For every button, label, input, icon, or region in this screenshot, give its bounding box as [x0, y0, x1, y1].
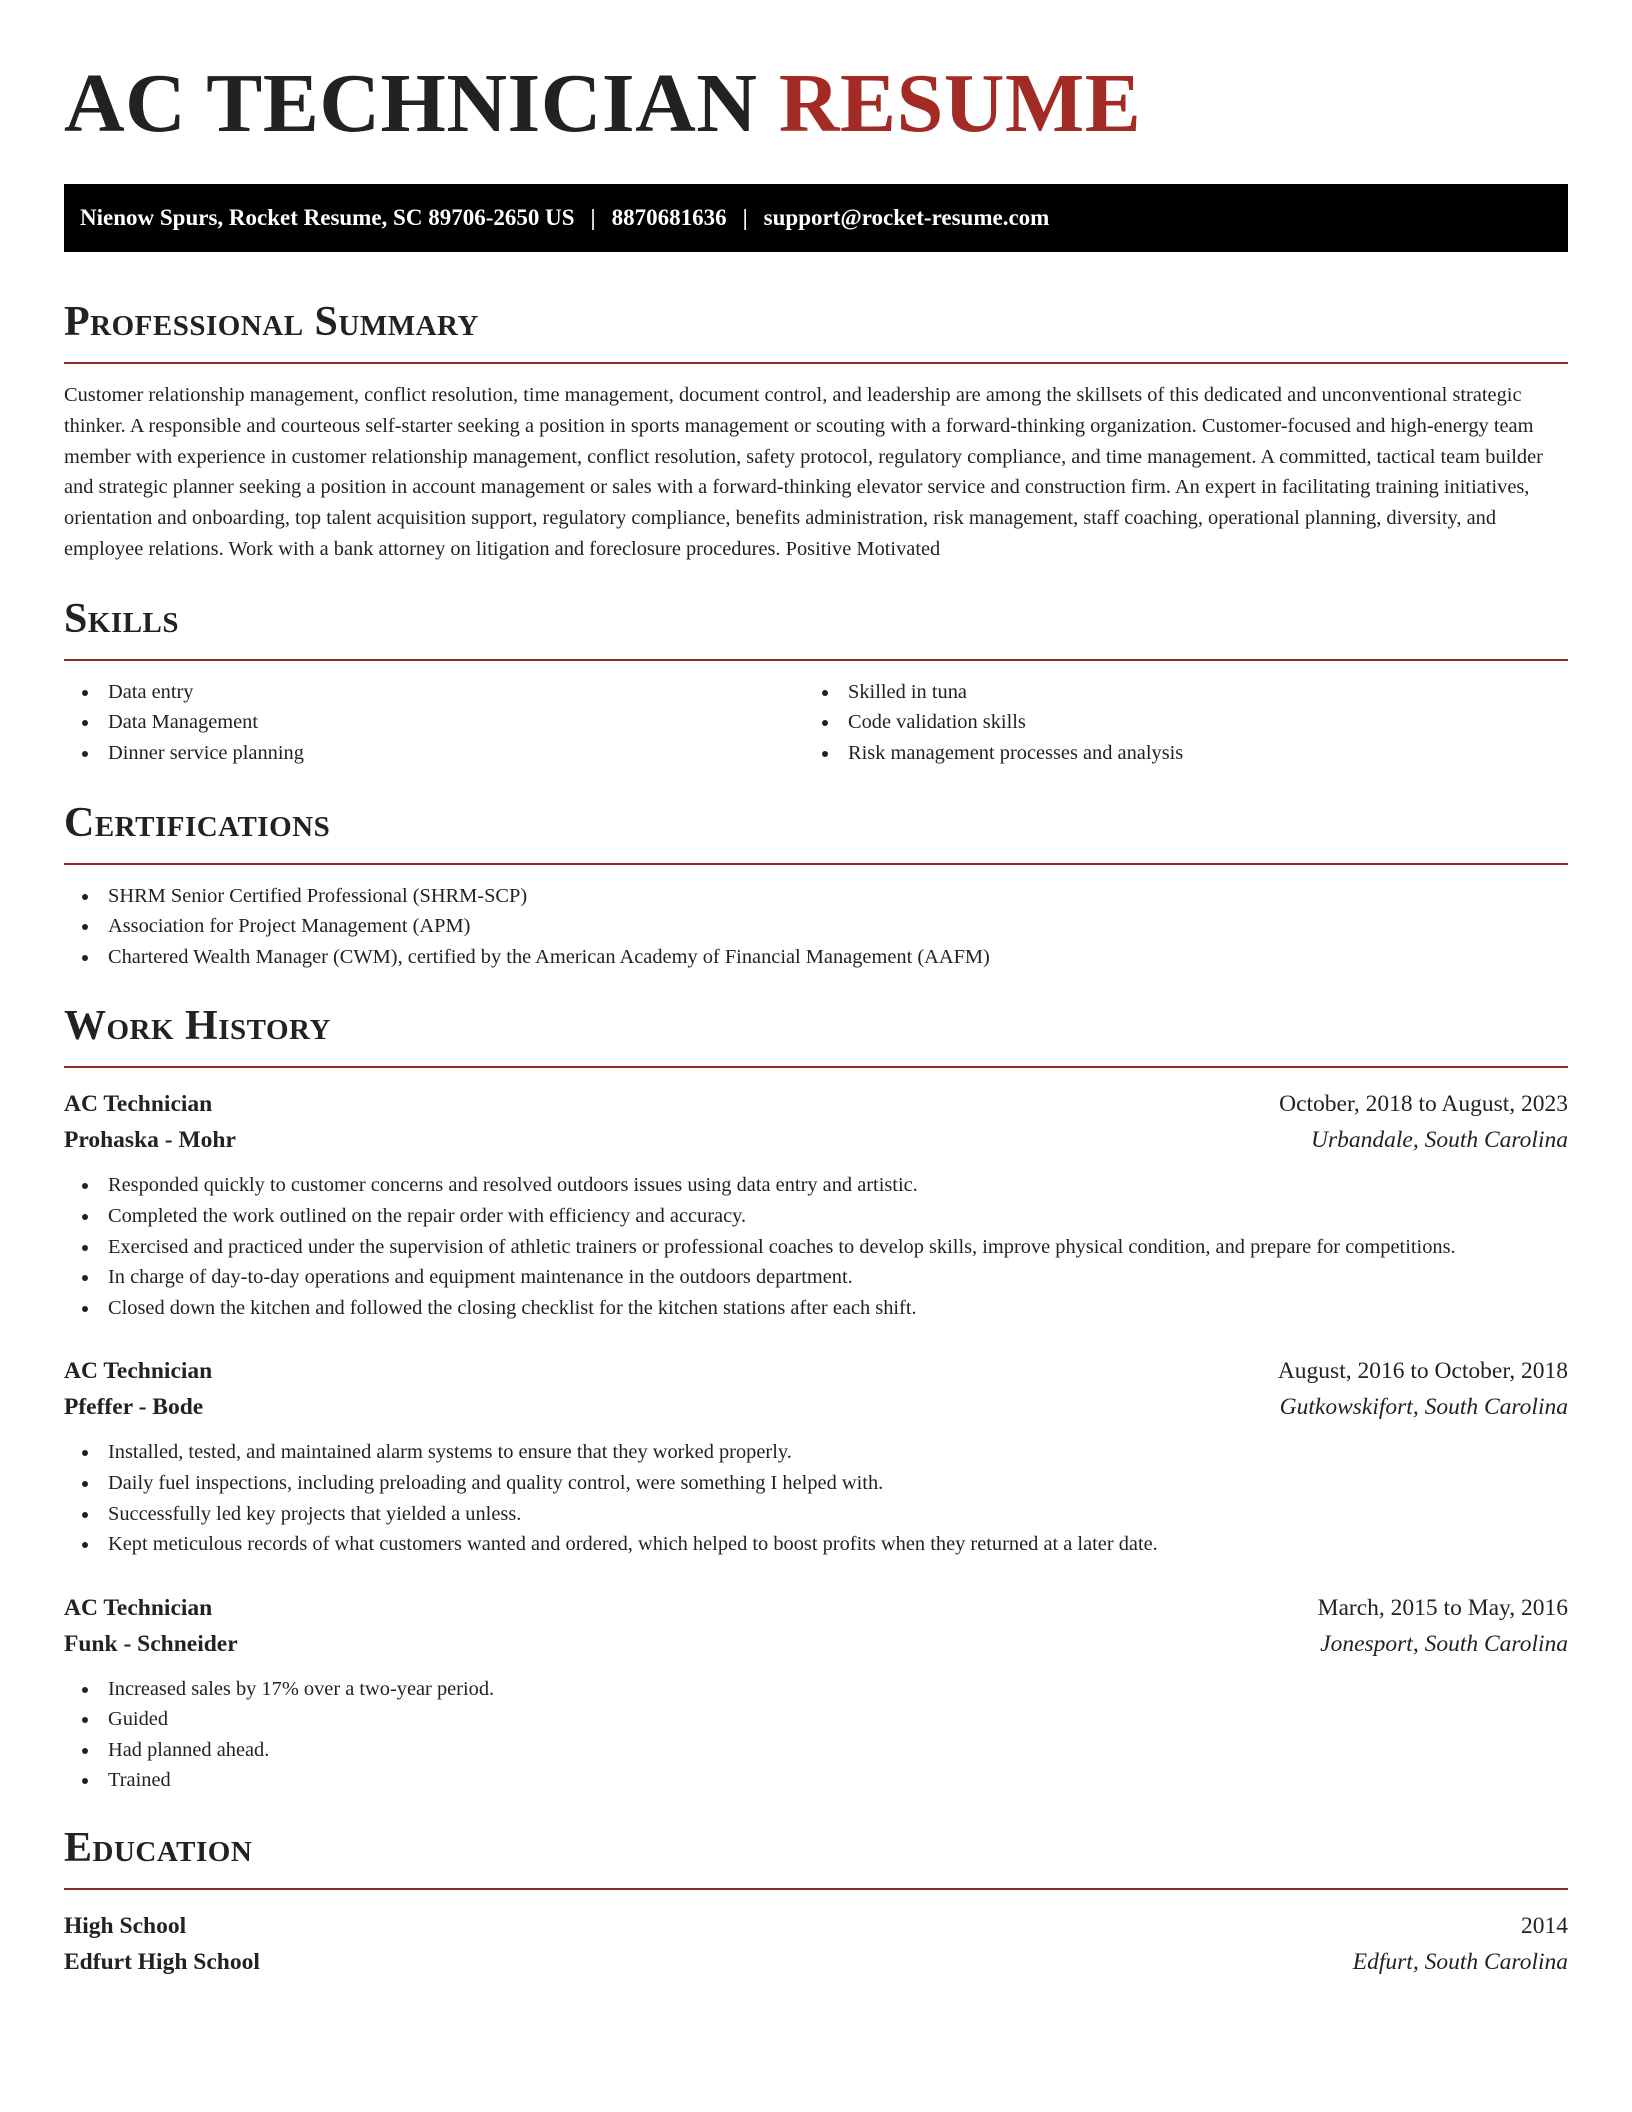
- section-divider: [64, 1888, 1568, 1890]
- job-duty: Completed the work outlined on the repair order with efficiency and accuracy.: [64, 1201, 1568, 1232]
- contact-bar: [64, 184, 1568, 252]
- certification-item: Association for Project Management (APM): [64, 911, 1568, 942]
- job-header-row: [64, 1353, 1568, 1389]
- job-dates: October, 2018 to August, 2023: [1279, 1091, 1568, 1118]
- certification-item: SHRM Senior Certified Professional (SHRM-SCP): [64, 881, 1568, 912]
- skills-heading: Skills: [64, 595, 180, 642]
- skills-list-right: [804, 677, 1544, 769]
- job-location: Urbandale, South Carolina: [1311, 1127, 1568, 1154]
- summary-section: [64, 298, 1568, 565]
- education-entry: [64, 1908, 1568, 1980]
- job-duty: Increased sales by 17% over a two-year period.: [64, 1674, 1568, 1705]
- skill-item: Data Management: [64, 707, 804, 738]
- resume-title: [64, 0, 1568, 150]
- job-dates: August, 2016 to October, 2018: [1277, 1358, 1568, 1385]
- contact-address: Nienow Spurs, Rocket Resume, SC 89706-2650 US: [80, 205, 575, 230]
- job-duty: Guided: [64, 1704, 1568, 1735]
- job-company: Funk - Schneider: [64, 1630, 238, 1657]
- job-duty: Kept meticulous records of what customers wanted and ordered, which helped to boost profits when they returned at a later date.: [64, 1529, 1568, 1560]
- education-section: [64, 1824, 1568, 1980]
- job-duty: Closed down the kitchen and followed the closing checklist for the kitchen stations after each shift.: [64, 1293, 1568, 1324]
- title-part-2: RESUME: [778, 57, 1142, 150]
- skills-list-left: [64, 677, 804, 769]
- education-degree: High School: [64, 1913, 187, 1940]
- skill-item: Skilled in tuna: [804, 677, 1544, 708]
- contact-separator: |: [590, 205, 596, 230]
- job-company: Pfeffer - Bode: [64, 1394, 204, 1421]
- job-company: Prohaska - Mohr: [64, 1127, 236, 1154]
- job-duty: Daily fuel inspections, including preloading and quality control, were something I helped with.: [64, 1468, 1568, 1499]
- certification-item: Chartered Wealth Manager (CWM), certified by the American Academy of Financial Management (AAFM): [64, 942, 1568, 973]
- job-location: Jonesport, South Carolina: [1320, 1630, 1568, 1657]
- summary-text: Customer relationship management, conflict resolution, time management, document control, and leadership are among the skillsets of this dedicated and unconventional strategic thinker. A responsible and courteous self-starter seeking a position in sports management or scouting with a forward-thinking organization. Customer-focused and high-energy team member with experience in customer relationship management, conflict resolution, safety protocol, regulatory compliance, and time management. A committed, tactical team builder and strategic planner seeking a position in account management or sales with a forward-thinking elevator service and construction firm. An expert in facilitating training initiatives, orientation and onboarding, top talent acquisition support, regulatory compliance, benefits administration, risk management, staff coaching, operational planning, diversity, and employee relations. Work with a bank attorney on litigation and foreclosure procedures. Positive Motivated: [64, 384, 1543, 560]
- section-divider: [64, 362, 1568, 364]
- job-title: AC Technician: [64, 1091, 213, 1118]
- skill-item: Risk management processes and analysis: [804, 738, 1544, 769]
- section-divider: [64, 1066, 1568, 1068]
- education-header-row: [64, 1908, 1568, 1944]
- work-history-section: [64, 1002, 1568, 1796]
- skill-item: Dinner service planning: [64, 738, 804, 769]
- education-school-row: [64, 1944, 1568, 1980]
- job-duty: In charge of day-to-day operations and equipment maintenance in the outdoors department.: [64, 1262, 1568, 1293]
- job-header-row: [64, 1086, 1568, 1122]
- certifications-list: [64, 881, 1568, 973]
- summary-heading: Professional Summary: [64, 299, 479, 345]
- certifications-heading: Certifications: [64, 799, 331, 846]
- job-company-row: [64, 1122, 1568, 1158]
- resume-page: [64, 0, 1568, 1980]
- skills-grid: [64, 677, 1568, 769]
- education-location: Edfurt, South Carolina: [1352, 1949, 1568, 1976]
- job-duties: [64, 1170, 1568, 1323]
- contact-phone: 8870681636: [611, 205, 727, 230]
- job-company-row: [64, 1389, 1568, 1425]
- skill-item: Code validation skills: [804, 707, 1544, 738]
- job-company-row: [64, 1626, 1568, 1662]
- job-entry: [64, 1353, 1568, 1559]
- job-entry: [64, 1590, 1568, 1796]
- contact-separator: |: [742, 205, 748, 230]
- work-history-heading: Work History: [64, 1003, 331, 1050]
- job-title: AC Technician: [64, 1358, 213, 1385]
- education-school: Edfurt High School: [64, 1949, 260, 1976]
- job-location: Gutkowskifort, South Carolina: [1279, 1394, 1568, 1421]
- skill-item: Data entry: [64, 677, 804, 708]
- section-divider: [64, 659, 1568, 661]
- job-duty: Trained: [64, 1765, 1568, 1796]
- education-year: 2014: [1521, 1913, 1568, 1940]
- section-divider: [64, 863, 1568, 865]
- job-duty: Installed, tested, and maintained alarm systems to ensure that they worked properly.: [64, 1437, 1568, 1468]
- job-title: AC Technician: [64, 1594, 213, 1621]
- job-duty: Responded quickly to customer concerns and resolved outdoors issues using data entry and artistic.: [64, 1170, 1568, 1201]
- job-duty: Successfully led key projects that yielded a unless.: [64, 1499, 1568, 1530]
- job-duty: Exercised and practiced under the supervision of athletic trainers or professional coaches to develop skills, improve physical condition, and prepare for competitions.: [64, 1232, 1568, 1263]
- certifications-section: [64, 799, 1568, 973]
- contact-email: support@rocket-resume.com: [763, 205, 1050, 230]
- title-part-1: AC TECHNICIAN: [64, 57, 758, 150]
- job-duties: [64, 1437, 1568, 1559]
- job-duties: [64, 1674, 1568, 1796]
- job-header-row: [64, 1590, 1568, 1626]
- education-heading: Education: [64, 1825, 253, 1872]
- job-duty: Had planned ahead.: [64, 1735, 1568, 1766]
- job-dates: March, 2015 to May, 2016: [1317, 1594, 1568, 1621]
- job-entry: [64, 1086, 1568, 1323]
- skills-section: [64, 595, 1568, 769]
